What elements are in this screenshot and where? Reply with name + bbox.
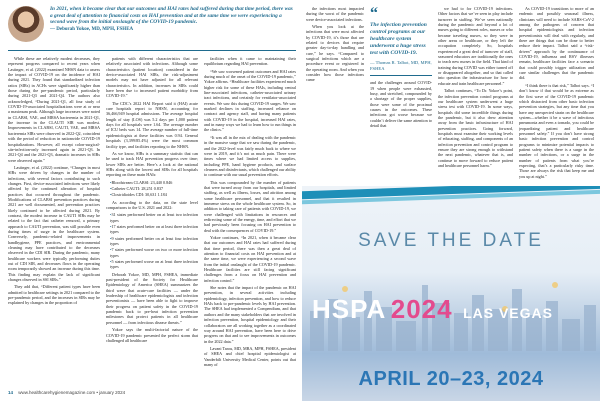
- list-item: • 17 states performed better on at least three infection types: [110, 224, 198, 235]
- list-item: • 5 states performed worse on at least three infection types: [110, 259, 198, 270]
- side-quote-text: The infection prevention control programs at our healthcare system underwent a huge stress test with COVID-19.: [370, 22, 427, 56]
- paragraph: As we know, SIRs is a summary statistic that can be used to track HAI prevention progress over time; lower SIRs are better. Here’s a look at the national SIRs along with the lowest and SIRs for all hospitals reporting on these main HAIs:: [106, 150, 198, 178]
- paragraph: “I think there is that risk,” Talbot says. “I don’t know if that would be as extreme as the first wave of the COVID-19 pandemic which distracted from other basic infection prevention strategies, but any time that you have any unexpected strain on the healthcare system—whether it be a wave of infectious pneumonia and even a tornado, you could be jeopardizing patient and healthcare personnel safety.” If you don’t have strong basic infection prevention and control programs to minimize potential impacts to patient safety when there is a surge in the number of infections, or a surge in the number of patients from what you’re expecting, that’s a particularly risky time. Those are always the risk that keep me and you up at night.”: [519, 82, 594, 179]
- article-column-narrow: [306, 6, 364, 182]
- list-item: • Clostridioides CDI: 30,631 1.184: [110, 192, 198, 197]
- article-column-3: [204, 56, 296, 382]
- event-logo: [312, 294, 553, 325]
- page-footer: [8, 390, 125, 395]
- sir-list: [110, 180, 198, 198]
- paragraph: patients with different characteristics that are relatively associated with infections. Although some characteristics (patient location) considered in the device-associated HAI SIRs, the risk-adjustment models may not have adjusted for all relevant characteristics. In addition, increases in SIRs could have been due to increased patient morbidity from COVID-19.”: [106, 56, 198, 99]
- paragraph: facilities when it came to maintaining their equilibrium regarding HAI prevention.: [204, 56, 296, 67]
- event-city: LAS VEGAS: [463, 305, 553, 321]
- paragraph: “We saw worsened patient outcomes and HAI rates during much of the onset of the COVID-19 pandemic,” Yokoe affirms. “Healthcare facilities experienced much higher risk for some of these HAIs, including central line-associated infections, catheter-associated urinary tract infections, and certainly for ventilator-associated events. We saw this during COVID-19 surges. We saw marked declines in staffing, increased reliance on contract and agency staff, and having many patients with COVID-19 in the hospital, increased HAI rates, and in many ways we had to learn how to run things in the clinics.”: [204, 68, 296, 133]
- article-column-right-2: [438, 6, 513, 182]
- sparkle-icon: [342, 286, 348, 292]
- left-page: [8, 6, 296, 394]
- event-year: 2024: [390, 294, 453, 324]
- side-quote-tail: and the challenges around COVID-19 when people were exhausted, busy, and stretched, compounded by a shortage of the proper supplies, those were some of the proximal causes in the outcomes. These infections got worse because we couldn’t deliver the same attention to detail that: [370, 80, 432, 128]
- paragraph: “It was all in the mix of dealing with the pandemic in the massive surge that we saw during the pandemic, and the 2022-level was fairly much back to where we were in 2019, and it’s not as much pain. There were times where we had limited access to supplies, including PPE, hand hygiene products, and surface cleaners and disinfectants, which challenged our ability to continue with our usual prevention efforts.: [204, 134, 296, 178]
- footer-text: www.healthcarehygienemagazine.com • january 2024: [18, 390, 126, 395]
- paragraph: As according to the data, on the state level comparisons to the U.S. 2021 and 2022:: [106, 199, 198, 210]
- article-column-2: [106, 56, 198, 382]
- article-column-right-3: [519, 6, 594, 182]
- side-quote-attribution: — Thomas R. Talbot, MD, MPH, FSHEA: [370, 60, 432, 71]
- event-advertisement[interactable]: [302, 186, 600, 401]
- paragraph: The CDC’s 2022 HAI Report said it (HAI) acute care hospitals report to NHSN, accounting for 36,466,949 hospital admissions. The average hospital length of stay (LOS) was 5.2 days per 1,000 patient days for all hospitals were 1.64. The average number of ICU beds was 14. The average number of full-time epidemiologists at these facilities was 0.94. General hospitals (3,399/85.4%) were the most common facility type, and facilities reporting to the NHSN.: [106, 100, 198, 149]
- paragraph: Lastinger, et al. (2022) continue, “Changes in most SIRs were driven by changes in the number of infections, with several factors contributing to such changes. First, device-associated infections were likely affected by the continued alteration of hospital practices that occurred throughout the pandemic. Modifications of CLABSI prevention practices during 2021 are well documented, and prevention practices likely continued to be affected during 2021. By contrast, the modest increase in CAUTI SIRs may be related to the fact that catheter removal, a primary approach to CAUTI prevention, was still possible even during times of surge in the healthcare system. Conversely, pandemic-related improvements in handhygiene, PPE practices, and environmental cleaning may have contributed to the decreases observed in the CDI SIR. During the pandemic, many healthcare workers were typically performing duties out of CDI SIR, and decreases flows in the operating room temporarily showed an increase during this time. This finding may explain the lack of significant changes observed in SSI SIRs.”: [8, 164, 100, 283]
- event-dates: APRIL 20–23, 2024: [358, 368, 544, 390]
- paragraph: As COVID-19 transitions to more of an endemic and possibly seasonal illness, clinicians will need to include SARS-CoV-2 among the pathogens of concern that hospital epidemiologists and infection preventionists will deal with regularly, and there are things that can be done to better reduce their impact. Talbot said a “risk-driven” approach by the continuance of COVID-19, influenza and RSV illnesses remain, healthcare facilities face a scenario that could possibly trigger utilization and care similar challenges that the pandemic did.: [519, 6, 594, 81]
- paragraph: Talbot continues, “To Dr. Yokoe’s point, the infection prevention control programs at our healthcare system underwent a huge stress test with COVID-19. In some ways, hospitals did some incredible things during the pandemic, but it also drew attention away from the basic infrastructure of HAI prevention practices. Going forward, hospitals must examine their working levels of educating, staffing, and components of an infection prevention and control program to ensure they are strong enough to withstand the next pandemic, whatever that is, and continue to move forward to reduce patient and healthcare personnel harm.”: [438, 88, 513, 168]
- divider: [8, 50, 296, 51]
- list-item: • 9 states performed better on at least four infection types: [110, 236, 198, 247]
- list-item: • 31 states performed better on at least two infection types: [110, 212, 198, 223]
- divider: [370, 75, 432, 76]
- paragraph: Yokoe continues, “In 2021, when it became clear that our outcomes and HAI rates had suffered during that time period, there was then a great deal of attention to financial costs on HAI prevention and at the same time, we were experiencing a second wave from the initial onslaught of the COVID-19 pandemic. Healthcare facilities are still facing significant challenges from a focus on HAI prevention and infection control.”: [204, 235, 296, 283]
- sparkle-icon: [552, 282, 558, 288]
- save-the-date-heading: SAVE THE DATE: [358, 230, 544, 251]
- list-item: • 7 states performed worse on two or more infection types: [110, 247, 198, 258]
- paragraph: Deborah Yokoe, MD, MPH, FSHEA, immediate past-president of the Society for Healthcare Epidemiology of America (SHEA) summarizes the third wave that acute-care facilities — under the leadership of healthcare epidemiologists and infection preventionists — have been able to fight to improve their progress on patient safety in the COVID-19 pandemic back to pre-heat infection prevention milestones that protect patients in all healthcare personnel — from infectious disease threats.”: [106, 271, 198, 325]
- paragraph: we had to for COVID-19 infections. Other factors that we’ve seen in play include turnover in staffing. We’ve seen nationally during the pandemic and beyond a lot of nurses going to different roles, nurses or who became traveling nurses, so they were in other areas or healthcare, or they left the occupation completely. So, hospitals experienced a great deal of turnover of staff, seasoned educators are traditionally the ones to teach new nurses in the field. That kind of training during COVID was either turned off or disappeared altogether, and so that called into question the infrastructure for how to educate and train healthcare personnel.”: [438, 6, 513, 86]
- paragraph: Yokoe says the multi-factorial nature of the COVID-19 pandemic presented the perfect storm that challenged all healthcare: [106, 327, 198, 343]
- event-brand: HSPA: [312, 294, 387, 324]
- paragraph: Lavani Tarou, MD, MBA, MPH, FSHEA, president of SHEA and chief hospital epidemiologist at Vanderbilt University Medical Center, points out that many of: [204, 345, 296, 367]
- side-pull-quote: [370, 6, 432, 182]
- list-item: • Catheter CAUTI: 28,251 0.837: [110, 186, 198, 191]
- page-number: 14: [8, 390, 14, 395]
- paragraph: They add that, “Different patient types have been admitted to healthcare settings in 2021 compared to the pre-pandemic period, and the increases in SIRs may be explained by changes in the proportion of: [8, 284, 100, 306]
- pull-quote-text: In 2021, when it became clear that our outcomes and HAI rates had suffered during that time period, there was a great deal of attention to financial costs on HAI prevention and at the same time we were experiencing a second wave from the initial onslaught of the COVID-19 pandemic.: [50, 6, 293, 26]
- quote-mark-icon: “: [370, 5, 378, 22]
- pull-quote: [50, 6, 296, 33]
- paragraph: While these are relatively modest decreases, they represent progress compared to recent years when Lastinger, et al. (2022) examined NHSN data to assess the impact of COVID-19 on the incidence of HAI during 2021. They found that standardized infection ratios (SIRs) in ACHs were significantly higher than those during the pre-pandemic period, particularly during 2021-Q3 and 2021-Q4. The authors also acknowledged, “During 2021-Q1, all four study of COVID-19-associated hospitalizations were at or near a maximum peak. Although large increases were noted in CLABSI, VAE, and MRSA bacteremia in 2021-Q1, the increase in the CLAUTI SIR was modest. Improvements in CLABSI, CAUTI, VAE, and MRSA bacteremia SIRs were observed in 2022-Q2, coincident with the period of reduction in nationwide COVID-19 hospitalizations. However, all except colon-surgical-site-infection-only increased again in 2021-Q3. In 2021-Q4 and the 2021-Q3, dramatic increases in SIRs were observed again.”: [8, 56, 100, 163]
- avatar: [8, 6, 44, 42]
- list-item: • Bloodstream CLABSI: 23,440 0.846: [110, 180, 198, 185]
- pull-quote-attribution: — Deborah Yokoe, MD, MPH, FSHEA: [50, 26, 134, 32]
- article-columns-left: [8, 56, 296, 382]
- paragraph: She notes that the impact of the pandemic on HAI prevention, in several activities including epidemiology, infection prevention, and how to reduce HAIs back to pre-pandemic levels by HAI prevention. The SHEA had implemented a Compendium, and that authors and the many stakeholders that are involved in infection prevention, hospital epidemiology and their collaborators are all working together as a coordinated way around HAI prevention, have been here to drive progress on that and to see improvements in outcomes in the 2022 data.”: [204, 285, 296, 344]
- paragraph: When you look at the infections that were most affected by COVID-19, it’s those that are related to devices that require greater day-to-day handling and care,” he says. “Compared to surgical infections which are a procedure event or registered in the operating room. And when you consider how those infections came: [306, 24, 364, 83]
- article-columns-right: [306, 6, 594, 182]
- paragraph: This was compounded by the number of patients that were turned away from our hospitals, and limited staffing, as well as illness, losses, and attrition among some healthcare personnel, and that it resulted in immense stress on the whole healthcare system. So, in addition to taking care of patients with COVID-19, we were challenged with limitations in resources and redirecting some of the energy, time, and effort that we had previously been focusing on HAI prevention to deal with the consequences of COVID-19.”: [204, 179, 296, 233]
- paragraph: the infections most impacted during the worst of the pandemic were device-associated infections.: [306, 6, 364, 22]
- article-column-1: [8, 56, 100, 382]
- state-list: [110, 212, 198, 269]
